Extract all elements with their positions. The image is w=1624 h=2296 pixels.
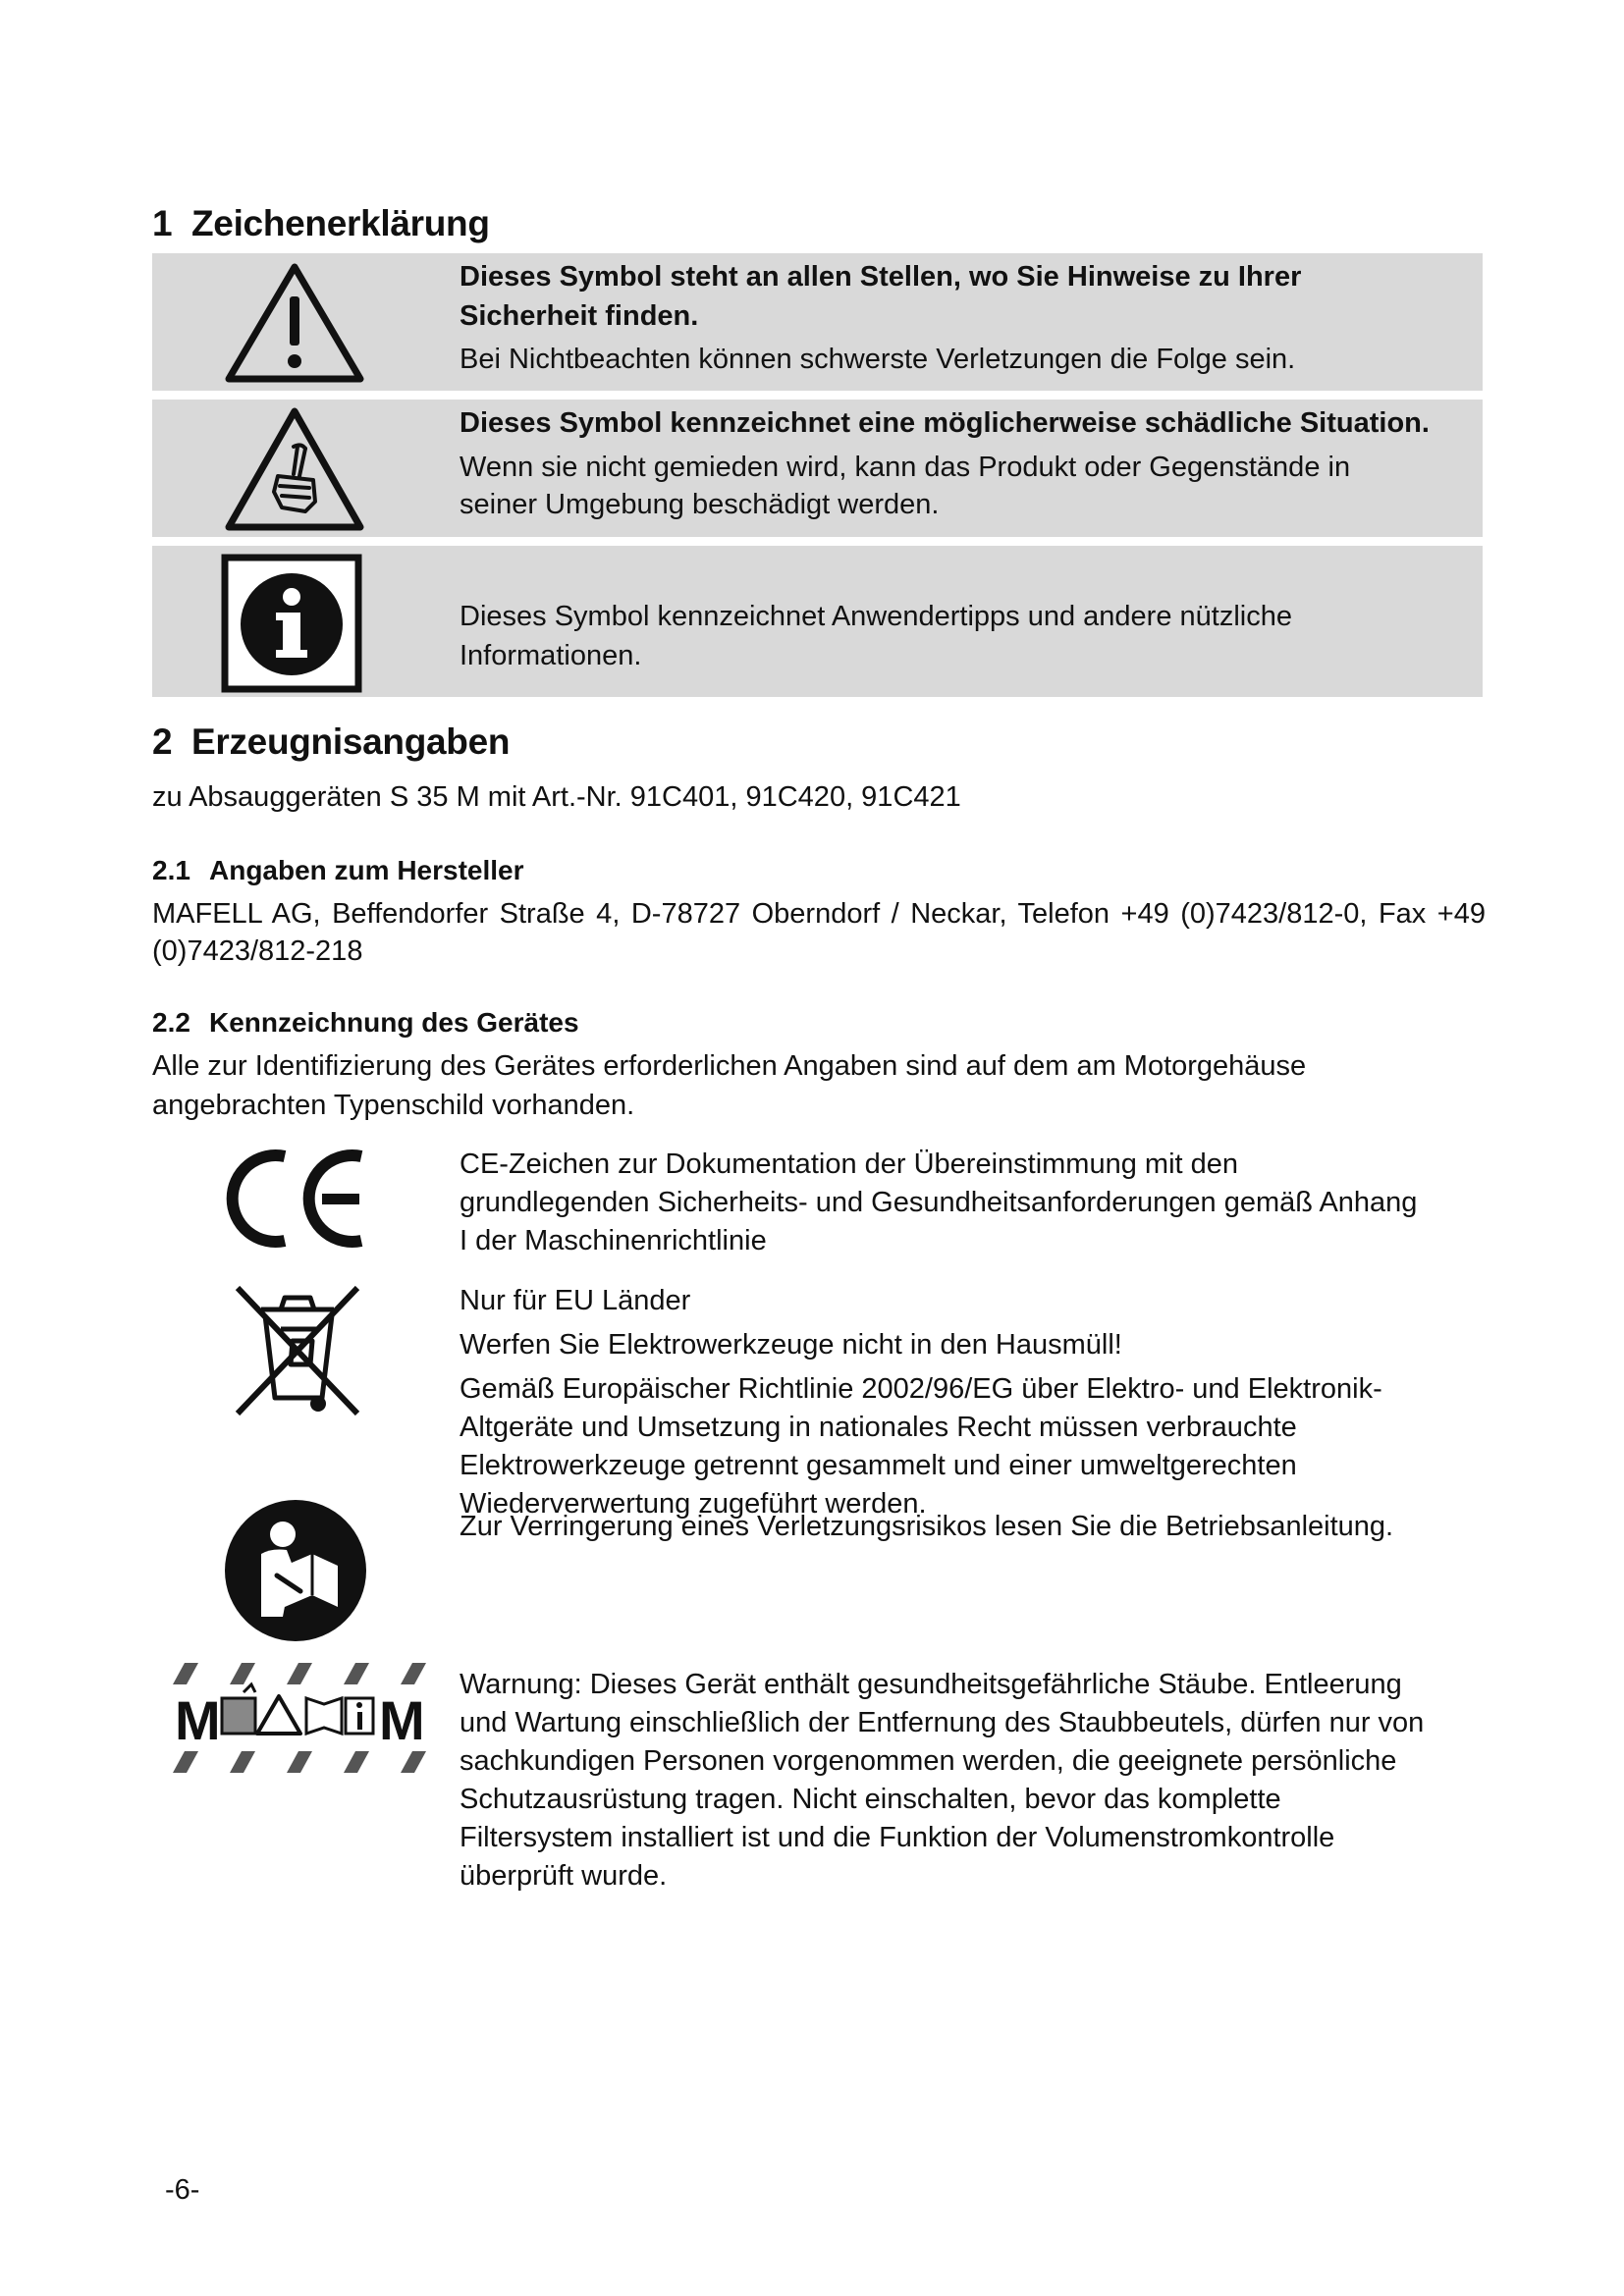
ce-mark-icon — [224, 1145, 371, 1257]
section-2-heading — [152, 721, 510, 763]
section-number: 2 — [152, 721, 173, 762]
legend-bold-text: Dieses Symbol kennzeichnet eine möglicherweise schädliche Situation. — [460, 407, 1430, 439]
marking-line: Zur Verringerung eines Verletzungsrisikos lesen Sie die Betriebsanleitung. — [460, 1511, 1394, 1542]
marking-line: Gemäß Europäischer Richtlinie 2002/96/EG über Elektro- und Elektronik- Altgeräte und Umsetzung in nationales Recht müssen verbrauchte Elektrowerkzeuge getrennt gesammelt und einer umweltgerechten Wiederverwertung zugeführt werden. — [460, 1373, 1382, 1520]
subsection-title: Angaben zum Hersteller — [209, 855, 524, 885]
legend-text — [460, 597, 1461, 675]
legend-text — [460, 257, 1461, 379]
legend-bold-text: Dieses Symbol steht an allen Stellen, wo Sie Hinweise zu Ihrer Sicherheit finden. — [460, 261, 1302, 332]
dust-class-m-label-icon — [169, 1663, 444, 1778]
manufacturer-info: MAFELL AG, Beffendorfer Straße 4, D-78727 Oberndorf / Neckar, Telefon +49 (0)7423/812-0, Fax +49 (0)7423/812-218 — [152, 898, 1486, 967]
marking-line: Nur für EU Länder — [460, 1285, 691, 1316]
legend-row-safety — [152, 253, 1483, 391]
section-1-heading — [152, 203, 490, 244]
read-manual-icon — [222, 1497, 369, 1649]
label-letter: M — [175, 1689, 221, 1751]
page-number: -6- — [165, 2174, 200, 2206]
legend-normal-text: Bei Nichtbeachten können schwerste Verletzungen die Folge sein. — [460, 344, 1296, 375]
marking-line: Warnung: Dieses Gerät enthält gesundheitsgefährliche Stäube. Entleerung und Wartung einschließlich der Entfernung des Staubbeutels, dürfen nur von sachkundigen Personen vorgenommen werden, die geeignete persönliche Schutzausrüstung tragen. Nicht einschalten, bevor das komplette Filtersystem installiert ist und die Funktion der Volumenstromkontrolle überprüft wurde. — [460, 1669, 1425, 1892]
legend-normal-text: Dieses Symbol kennzeichnet Anwendertipps und andere nützliche Informationen. — [460, 601, 1292, 671]
legend-row-caution — [152, 400, 1483, 537]
legend-row-info — [152, 546, 1483, 697]
caution-hand-triangle-icon — [221, 403, 368, 538]
warning-triangle-icon — [221, 259, 368, 390]
marking-text-dust-warning — [460, 1666, 1441, 1900]
section-title: Zeichenerklärung — [191, 203, 490, 243]
section-number: 1 — [152, 203, 173, 243]
info-icon — [221, 554, 362, 698]
legend-text — [460, 403, 1461, 523]
marking-text-weee — [460, 1282, 1476, 1528]
subsection-number: 2.2 — [152, 1007, 190, 1038]
label-letter: M — [379, 1689, 425, 1751]
section-title: Erzeugnisangaben — [191, 721, 511, 762]
marking-text-manual — [460, 1508, 1476, 1551]
subsection-2-2-heading — [152, 1007, 579, 1039]
subsection-title: Kennzeichnung des Gerätes — [209, 1007, 579, 1038]
legend-normal-text: Wenn sie nicht gemieden wird, kann das Produkt oder Gegenstände in seiner Umgebung beschädigt werden. — [460, 452, 1351, 520]
identification-info: Alle zur Identifizierung des Gerätes erforderlichen Angaben sind auf dem am Motorgehäuse angebrachten Typenschild vorhanden. — [152, 1050, 1307, 1121]
marking-line: CE-Zeichen zur Dokumentation der Übereinstimmung mit den grundlegenden Sicherheits- und Gesundheitsanforderungen gemäß Anhang I der Maschinenrichtlinie — [460, 1148, 1418, 1256]
product-intro: zu Absauggeräten S 35 M mit Art.-Nr. 91C401, 91C420, 91C421 — [152, 781, 961, 813]
subsection-2-1-heading — [152, 855, 524, 886]
subsection-number: 2.1 — [152, 855, 190, 885]
marking-line: Werfen Sie Elektrowerkzeuge nicht in den Hausmüll! — [460, 1329, 1122, 1361]
crossed-out-wheelie-bin-icon — [232, 1282, 363, 1424]
marking-text-ce — [460, 1146, 1422, 1265]
